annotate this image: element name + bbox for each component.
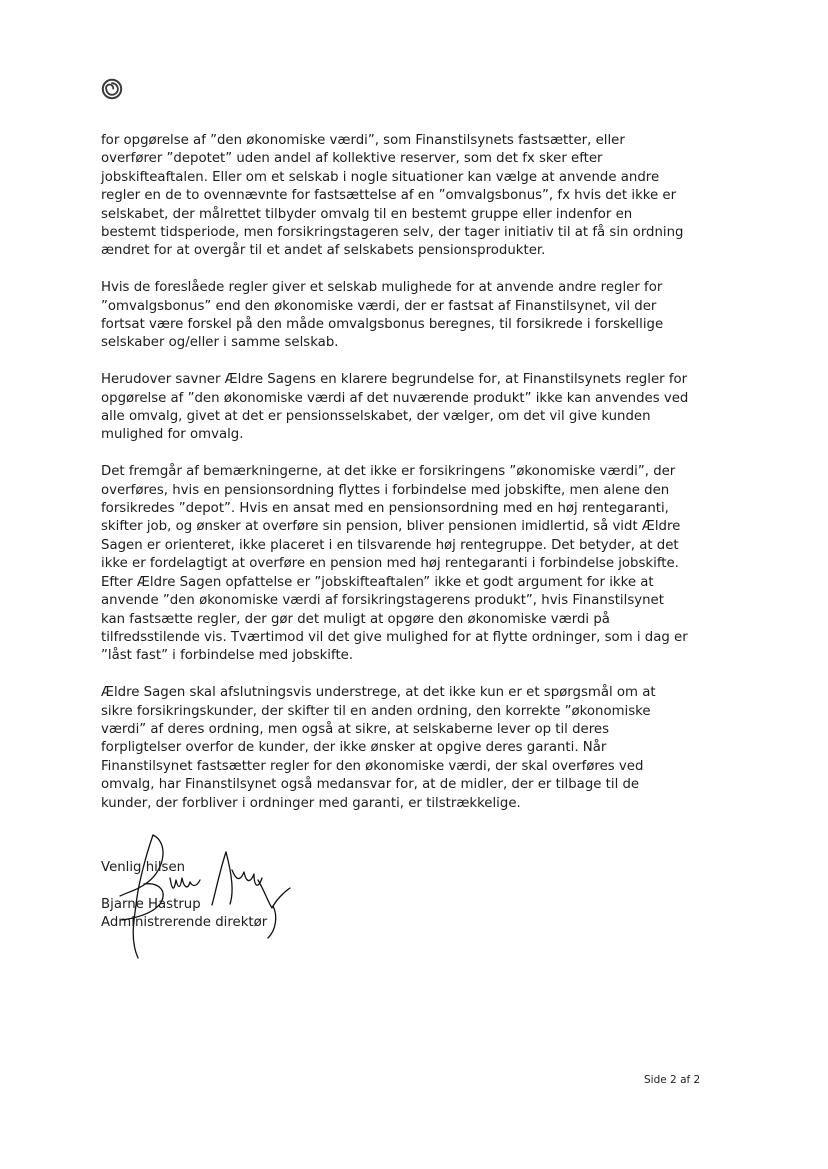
- text-line: værdi” af deres ordning, men også at sikre, at selskaberne lever op til deres: [101, 721, 610, 737]
- signatory-name: Bjarne Hastrup: [101, 896, 201, 912]
- text-line: Ældre Sagen skal afslutningsvis understrege, at det ikke kun er et spørgsmål om at: [101, 685, 656, 701]
- text-line: ”omvalgsbonus” end den økonomiske værdi, der er fastsat af Finanstilsynet, vil der: [101, 298, 657, 314]
- paragraph: [101, 132, 721, 261]
- text-line: Finanstilsynet fastsætter regler for den økonomiske værdi, der skal overføres ved: [101, 758, 644, 774]
- text-line: jobskifteaftalen. Eller om et selskab i nogle situationer kan vælge at anvende andre: [101, 169, 660, 185]
- text-line: Herudover savner Ældre Sagens en klarere begrundelse for, at Finanstilsynets regler for: [101, 372, 688, 388]
- swirl-logo-icon: [101, 78, 123, 100]
- text-line: bestemt tidsperiode, men forsikringstageren selv, der tager initiativ til at få sin ordning: [101, 225, 684, 241]
- text-line: regler en de to ovennævnte for fastsættelse af en ”omvalgsbonus”, fx hvis det ikke er: [101, 188, 677, 204]
- letter-body: [101, 132, 721, 831]
- paragraph: [101, 684, 721, 813]
- text-line: ikke er fordelagtigt at overføre en pension med høj rentegaranti i forbindelse jobskifte.: [101, 556, 679, 572]
- text-line: alle omvalg, givet at det er pensionsselskabet, der vælger, om det vil give kunden: [101, 409, 651, 425]
- text-line: Sagen er orienteret, ikke placeret i en tilsvarende høj rentegruppe. Det betyder, at det: [101, 537, 679, 553]
- text-line: overfører ”depotet” uden andel af kollektive reserver, som det fx sker efter: [101, 151, 603, 167]
- text-line: Det fremgår af bemærkningerne, at det ikke er forsikringens ”økonomiske værdi”, der: [101, 464, 676, 480]
- text-line: ”låst fast” i forbindelse med jobskifte.: [101, 648, 354, 664]
- closing-greeting: Venlig hilsen: [101, 860, 186, 875]
- text-line: forpligtelser overfor de kunder, der ikke ønsker at opgive deres garanti. Når: [101, 740, 607, 756]
- text-line: Efter Ældre Sagen opfattelse er ”jobskifteaftalen” ikke et godt argument for ikke at: [101, 574, 654, 590]
- text-line: tilfredsstilende vis. Tværtimod vil det give mulighed for at flytte ordninger, som i dag er: [101, 629, 688, 645]
- paragraph: [101, 279, 721, 353]
- text-line: sikre forsikringskunder, der skifter til en anden ordning, den korrekte ”økonomiske: [101, 703, 651, 719]
- text-line: kunder, der forbliver i ordninger med garanti, er tilstrækkelige.: [101, 795, 521, 811]
- text-line: for opgørelse af ”den økonomiske værdi”, som Finanstilsynets fastsætter, eller: [101, 133, 625, 148]
- text-line: Hvis de foreslåede regler giver et selskab mulighede for at anvende andre regler for: [101, 280, 663, 296]
- text-line: omvalg, har Finanstilsynet også medansvar for, at de midler, der er tilbage til de: [101, 777, 640, 793]
- paragraph: [101, 463, 721, 665]
- text-line: kan fastsætte regler, der gør det muligt at opgøre den økonomiske værdi på: [101, 611, 610, 627]
- paragraph: [101, 371, 721, 445]
- signatory-title: Administrerende direktør: [101, 915, 268, 931]
- text-line: fortsat være forskel på den måde omvalgsbonus beregnes, til forsikrede i forskellige: [101, 317, 664, 333]
- text-line: opgørelse af ”den økonomiske værdi af det nuværende produkt” ikke kan anvendes ved: [101, 390, 689, 406]
- handwritten-signature-icon: [108, 830, 308, 965]
- text-line: skifter job, og ønsker at overføre sin pension, bliver pensionen imidlertid, så vidt Ældre: [101, 519, 681, 535]
- page-footer: Side 2 af 2: [644, 1074, 701, 1086]
- text-line: forsikredes ”depot”. Hvis en ansat med en pensionsordning med en høj rentegaranti,: [101, 501, 669, 517]
- text-line: selskaber og/eller i samme selskab.: [101, 335, 339, 351]
- text-line: anvende ”den økonomiske værdi af forsikringstagerens produkt”, hvis Finanstilsynet: [101, 593, 664, 609]
- text-line: overføres, hvis en pensionsordning flyttes i forbindelse med jobskifte, men alene den: [101, 482, 670, 498]
- text-line: ændret for at overgår til et andet af selskabets pensionsprodukter.: [101, 243, 546, 259]
- text-line: mulighed for omvalg.: [101, 427, 244, 443]
- text-line: selskabet, der målrettet tilbyder omvalg til en bestemt gruppe eller indenfor en: [101, 206, 633, 222]
